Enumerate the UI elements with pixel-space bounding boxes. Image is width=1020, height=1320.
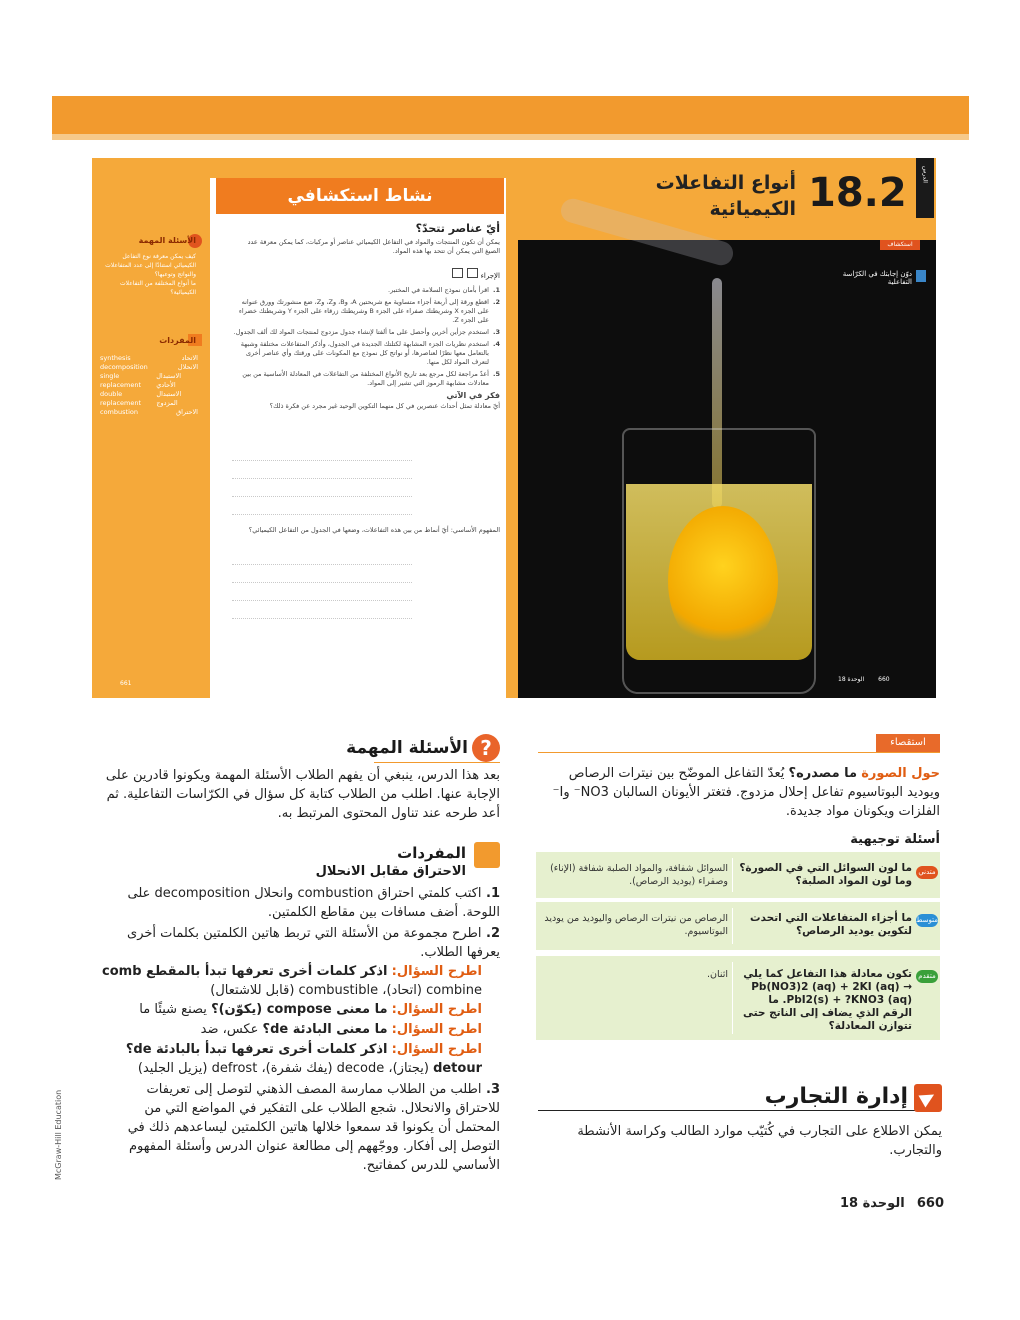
vocab-item-2: 2. اطرح مجموعة من الأسئلة التي تربط هاتين الكلمتين بكلمات أخرى يعرفها الطلاب.	[127, 926, 500, 960]
lab-text: يمكن الاطلاع على التجارب في كُتيّب موارد الطالب وكراسة الأنشطة والتجارب.	[577, 1124, 942, 1158]
procedure-heading	[392, 268, 500, 280]
vocab-item: combustion الاحتراق	[100, 408, 198, 416]
sidebar-vocab-list	[100, 354, 198, 417]
step-text: اقطع ورقة إلى أربعة أجزاء متساوية مع شريحتين A، وB، وZ، وZ، ضع منشورتك وورق عنوانه على الجزء X وشريطتك صفراء على الجزء B وشريطتك زرقاء على الجزء Y وشريطتك خضراء على الجزء Z.	[238, 298, 489, 324]
ask-answer: يصنع شيئًا ما	[139, 1002, 207, 1017]
row-divider	[732, 908, 733, 944]
lab-icon	[914, 1084, 942, 1112]
notebook-note-text: دوّن إجابتك في الكرّاسة التفاعلية	[842, 270, 912, 286]
engage-tag-bottom: استقصاء	[876, 734, 940, 752]
sidebar-questions	[100, 252, 196, 342]
vocab-item: double replacement الاستبدال المزدوج	[100, 390, 182, 407]
think-heading: فكر في الآتي	[446, 391, 500, 400]
level-badge: متوسط	[916, 914, 938, 927]
engage-tag: استكشاف	[880, 240, 920, 250]
sidebar-question-item: كيف يمكن معرفة نوع التفاعل الكيميائي استنادًا إلى عدد المتفاعلات والنواتج وتوعيها؟	[105, 253, 196, 278]
row-divider	[732, 962, 733, 1034]
guiding-heading: أسئلة توجيهية	[850, 832, 940, 847]
ask-item	[98, 962, 482, 1000]
answer-line	[232, 496, 412, 497]
ask-label: اطرح السؤال:	[391, 1022, 482, 1037]
answer-line	[232, 618, 412, 619]
engage-rule	[538, 752, 940, 753]
vocab-title: المفردات	[397, 844, 466, 862]
ask-item	[98, 1020, 482, 1039]
vocab-item-1: 1. اكتب كلمتي احتراق combustion وانحلال decomposition على اللوحة. أضف مسافات بين مقاطع الكلمتين.	[127, 886, 500, 920]
essential-rule	[374, 762, 500, 763]
lesson-label-box	[916, 158, 934, 218]
answer-line	[232, 600, 412, 601]
answer-line	[232, 582, 412, 583]
photo-text: يُعدّ التفاعل الموضّح بين نيترات الرصاص ويوديد البوتاسيوم تفاعل إحلال مزدوج. فتغتر الأيونان السالبان NO3⁻ وI⁻ الفلزات ويكونان مواد جديدة.	[552, 766, 940, 819]
answer-line	[232, 460, 412, 461]
ask-item	[98, 1000, 482, 1019]
ask-answer: (يجتاز)، decode (يفك شفرة)، defrost (يزيل الجليد)	[137, 1061, 429, 1076]
lesson-title: أنواع التفاعلات الكيميائية	[655, 172, 796, 220]
step-number: 4.	[492, 340, 500, 348]
vocab-item-3: 3. اطلب من الطلاب ممارسة المصف الذهني لتوصل إلى تعريفات للاحتراق والانحلال. شجع الطلاب على التفكير في المواضع التي من المحتمل أن يكونوا قد سمعوا خلالها هاتين الكلمتين ليساعدهم ذلك في التوصل إلى أفكار. ووجّههم إلى مطالعة عنوان الدرس وأسئلة المفهوم الأساسي للدرس كمفاتيح.	[127, 1082, 500, 1173]
vocab-item: synthesis الاتحاد	[100, 354, 198, 362]
lab-title: إدارة التجارب	[764, 1084, 908, 1109]
lab-question: أيّ عناصر تتحدّ؟	[415, 222, 500, 235]
top-banner	[52, 96, 969, 134]
lab-intro: يمكن أن تكون المنتجات والمواد في التفاعل الكيميائي عناصر أو مركبات، كما يمكن معرفة عدد الصيغ التي يمكن أن تتحد بها هذه المواد.	[247, 238, 500, 255]
vocab-item: single replacement الاستبدال الأحادي	[100, 372, 182, 389]
vocab-item: decomposition الانحلال	[100, 363, 198, 371]
step-item	[232, 286, 500, 295]
student-page-660	[518, 158, 936, 698]
level-badge: متدني	[916, 866, 938, 879]
sidebar-question-item: ما أنواع المختلفة من التفاعلات الكيميائية؟	[120, 280, 196, 296]
guiding-answer: اثنان.	[706, 969, 728, 980]
side-credit: McGraw-Hill Education	[54, 1089, 63, 1180]
think-question-2: المفهوم الأساسي: أيّ أنماط من بين هذه التفاعلات، وضعها في الجدول من التفاعل الكيميائي؟	[248, 526, 500, 534]
step-text: اقرأ بأمان نموذج السلامة في المختبر.	[388, 286, 489, 294]
guiding-question: تكون معادلة هذا التفاعل كما يلي Pb(NO3)2 (aq) + 2KI (aq) → PbI2(s) + ?KNO3 (aq). ما الرقم الذي يضاف إلى الناتج حتى تتوازن المعادلة؟	[742, 968, 912, 1032]
notebook-note	[818, 270, 926, 310]
step-number: 2.	[492, 298, 500, 306]
lab-rule	[538, 1110, 918, 1111]
ask-label: اطرح السؤال:	[391, 1042, 482, 1057]
step-item	[232, 328, 500, 337]
ask-label: اطرح السؤال:	[391, 1002, 482, 1017]
activity-card	[210, 178, 506, 698]
step-item	[232, 370, 500, 388]
essential-title: الأسئلة المهمة	[346, 738, 468, 758]
student-page-661	[92, 158, 518, 698]
page-footer	[840, 1196, 944, 1211]
ask-item	[98, 1040, 482, 1078]
vocab-item-1-text: اكتب كلمتي احتراق combustion وانحلال decomposition على اللوحة. أضف مسافات بين مقاطع الكلمتين.	[127, 886, 500, 920]
ask-answer: عكس، ضد	[200, 1022, 259, 1037]
vocab-subtitle: الاحتراق مقابل الانحلال	[315, 864, 466, 879]
page-number-660-small: 660	[878, 676, 890, 683]
guiding-row	[536, 852, 940, 898]
answer-line	[232, 478, 412, 479]
ask-question: اذكر كلمات أخرى تعرفها تبدأ بالمقطع comb	[102, 964, 388, 979]
guiding-answer: السوائل شفافة، والمواد الصلبة شفافة (الإناء) وصفراء (يوديد الرصاص).	[550, 863, 728, 887]
step-number: 3.	[492, 328, 500, 336]
safety-icon	[467, 268, 478, 278]
ask-label: اطرح السؤال:	[391, 964, 482, 979]
guiding-question: ما أجزاء المتفاعلات التي اتحدت لتكوين يوديد الرصاص؟	[750, 912, 912, 937]
activity-title: نشاط استكشافي	[216, 178, 504, 214]
step-item	[232, 298, 500, 325]
page-footer-660	[838, 676, 890, 683]
guiding-question: ما لون السوائل التي في الصورة؟ وما لون المواد الصلبة؟	[739, 862, 912, 887]
goggles-icon	[452, 268, 463, 278]
ask-answer: combine (اتحاد)، combustible (قابل للاشتعال)	[210, 983, 482, 998]
notebook-icon	[916, 270, 926, 282]
level-badge: متقدم	[916, 970, 938, 983]
photo-paragraph	[540, 764, 940, 821]
answer-line	[232, 514, 412, 515]
answer-line	[232, 564, 412, 565]
page-number-661: 661	[120, 680, 132, 687]
sidebar-questions-title: الأسئلة المهمة	[138, 236, 196, 245]
vocab-section-icon	[474, 842, 500, 868]
procedure-label: الإجراء	[480, 272, 500, 280]
lesson-label: الدرس	[921, 166, 929, 183]
lead-iodide-precipitate-image	[668, 506, 778, 656]
sidebar-vocab-title: المفردات	[159, 336, 196, 345]
ask-question: ما معنى compose (يكوّن)؟	[211, 1002, 388, 1017]
top-banner-shadow	[52, 134, 969, 140]
photo-label: حول الصورة	[861, 766, 940, 781]
step-number: 1.	[492, 286, 500, 294]
unit-ref: الوحدة 18	[838, 676, 865, 683]
ask-question: ما معنى البادئة de؟	[262, 1022, 388, 1037]
guiding-answer: الرصاص من نيترات الرصاص واليوديد من يوديد البوتاسيوم.	[544, 913, 728, 937]
guiding-row	[536, 956, 940, 1040]
footer-page-number: 660	[916, 1196, 944, 1211]
step-number: 5.	[492, 370, 500, 378]
lesson-number: 18.2	[808, 170, 907, 216]
vocab-item-3-text: اطلب من الطلاب ممارسة المصف الذهني لتوصل إلى تعريفات للاحتراق والانحلال. شجع الطلاب على التفكير في المواضع التي من المحتمل أن يكونوا قد سمعوا خلالها هاتين الكلمتين ليساعدهم ذلك في التوصل إلى أفكار. ووجّههم إلى مطالعة عنوان الدرس وأسئلة المفهوم الأساسي للدرس كمفاتيح.	[127, 1082, 500, 1173]
step-text: استخدم نظريات الجزء المشابهة لكتلتك الجديدة في الجدول، وأذكر المتفاعلات مختلفة وشبهة بالتعامل معها نظرًا لعناصرها، أو نواتج كل نموذج مع المكونات على ورقتك وأي عناصر أخرى لتعرف المواد لكل منها.	[240, 340, 489, 366]
step-item	[232, 340, 500, 367]
essential-text: بعد هذا الدرس، ينبغي أن يفهم الطلاب الأسئلة المهمة ويكونوا قادرين على الإجابة عنها. اطلب من الطلاب كتابة كل سؤال في الكرّاسات التفاعلية. ثم أعد طرحه عند تناول المحتوى المرتبط به.	[105, 768, 500, 821]
row-divider	[732, 858, 733, 892]
guiding-row	[536, 902, 940, 950]
ask-question: اذكر كلمات أخرى تعرفها تبدأ بالبادئة de؟ detour	[125, 1042, 482, 1076]
footer-unit: الوحدة 18	[840, 1196, 905, 1211]
photo-question: ما مصدره؟	[788, 766, 858, 781]
step-text: استخدم جزأين أخرين وأحصل على ما ألفتا لإنشاء جدول مزدوج لمنتجات المواد لك ألف الجدول.	[233, 328, 489, 336]
think-question-1: أيّ معادلة تمثل أحداث عنصرين في كل منهما التكوين الوحيد غير مجرد عن فكرة ذلك؟	[269, 402, 500, 410]
procedure-steps	[232, 286, 500, 411]
step-text: أعدّ مراجعة لكل مرجع بعد تاريخ الأنواع المختلفة من التفاعلات في المعادلة الأساسية من بين معادلات مشابهة الرموز التي تشير إلى المواد.	[242, 370, 489, 387]
vocab-item-2-text: اطرح مجموعة من الأسئلة التي تربط هاتين الكلمتين بكلمات أخرى يعرفها الطلاب.	[127, 926, 500, 960]
question-mark-icon: ?	[472, 734, 500, 762]
